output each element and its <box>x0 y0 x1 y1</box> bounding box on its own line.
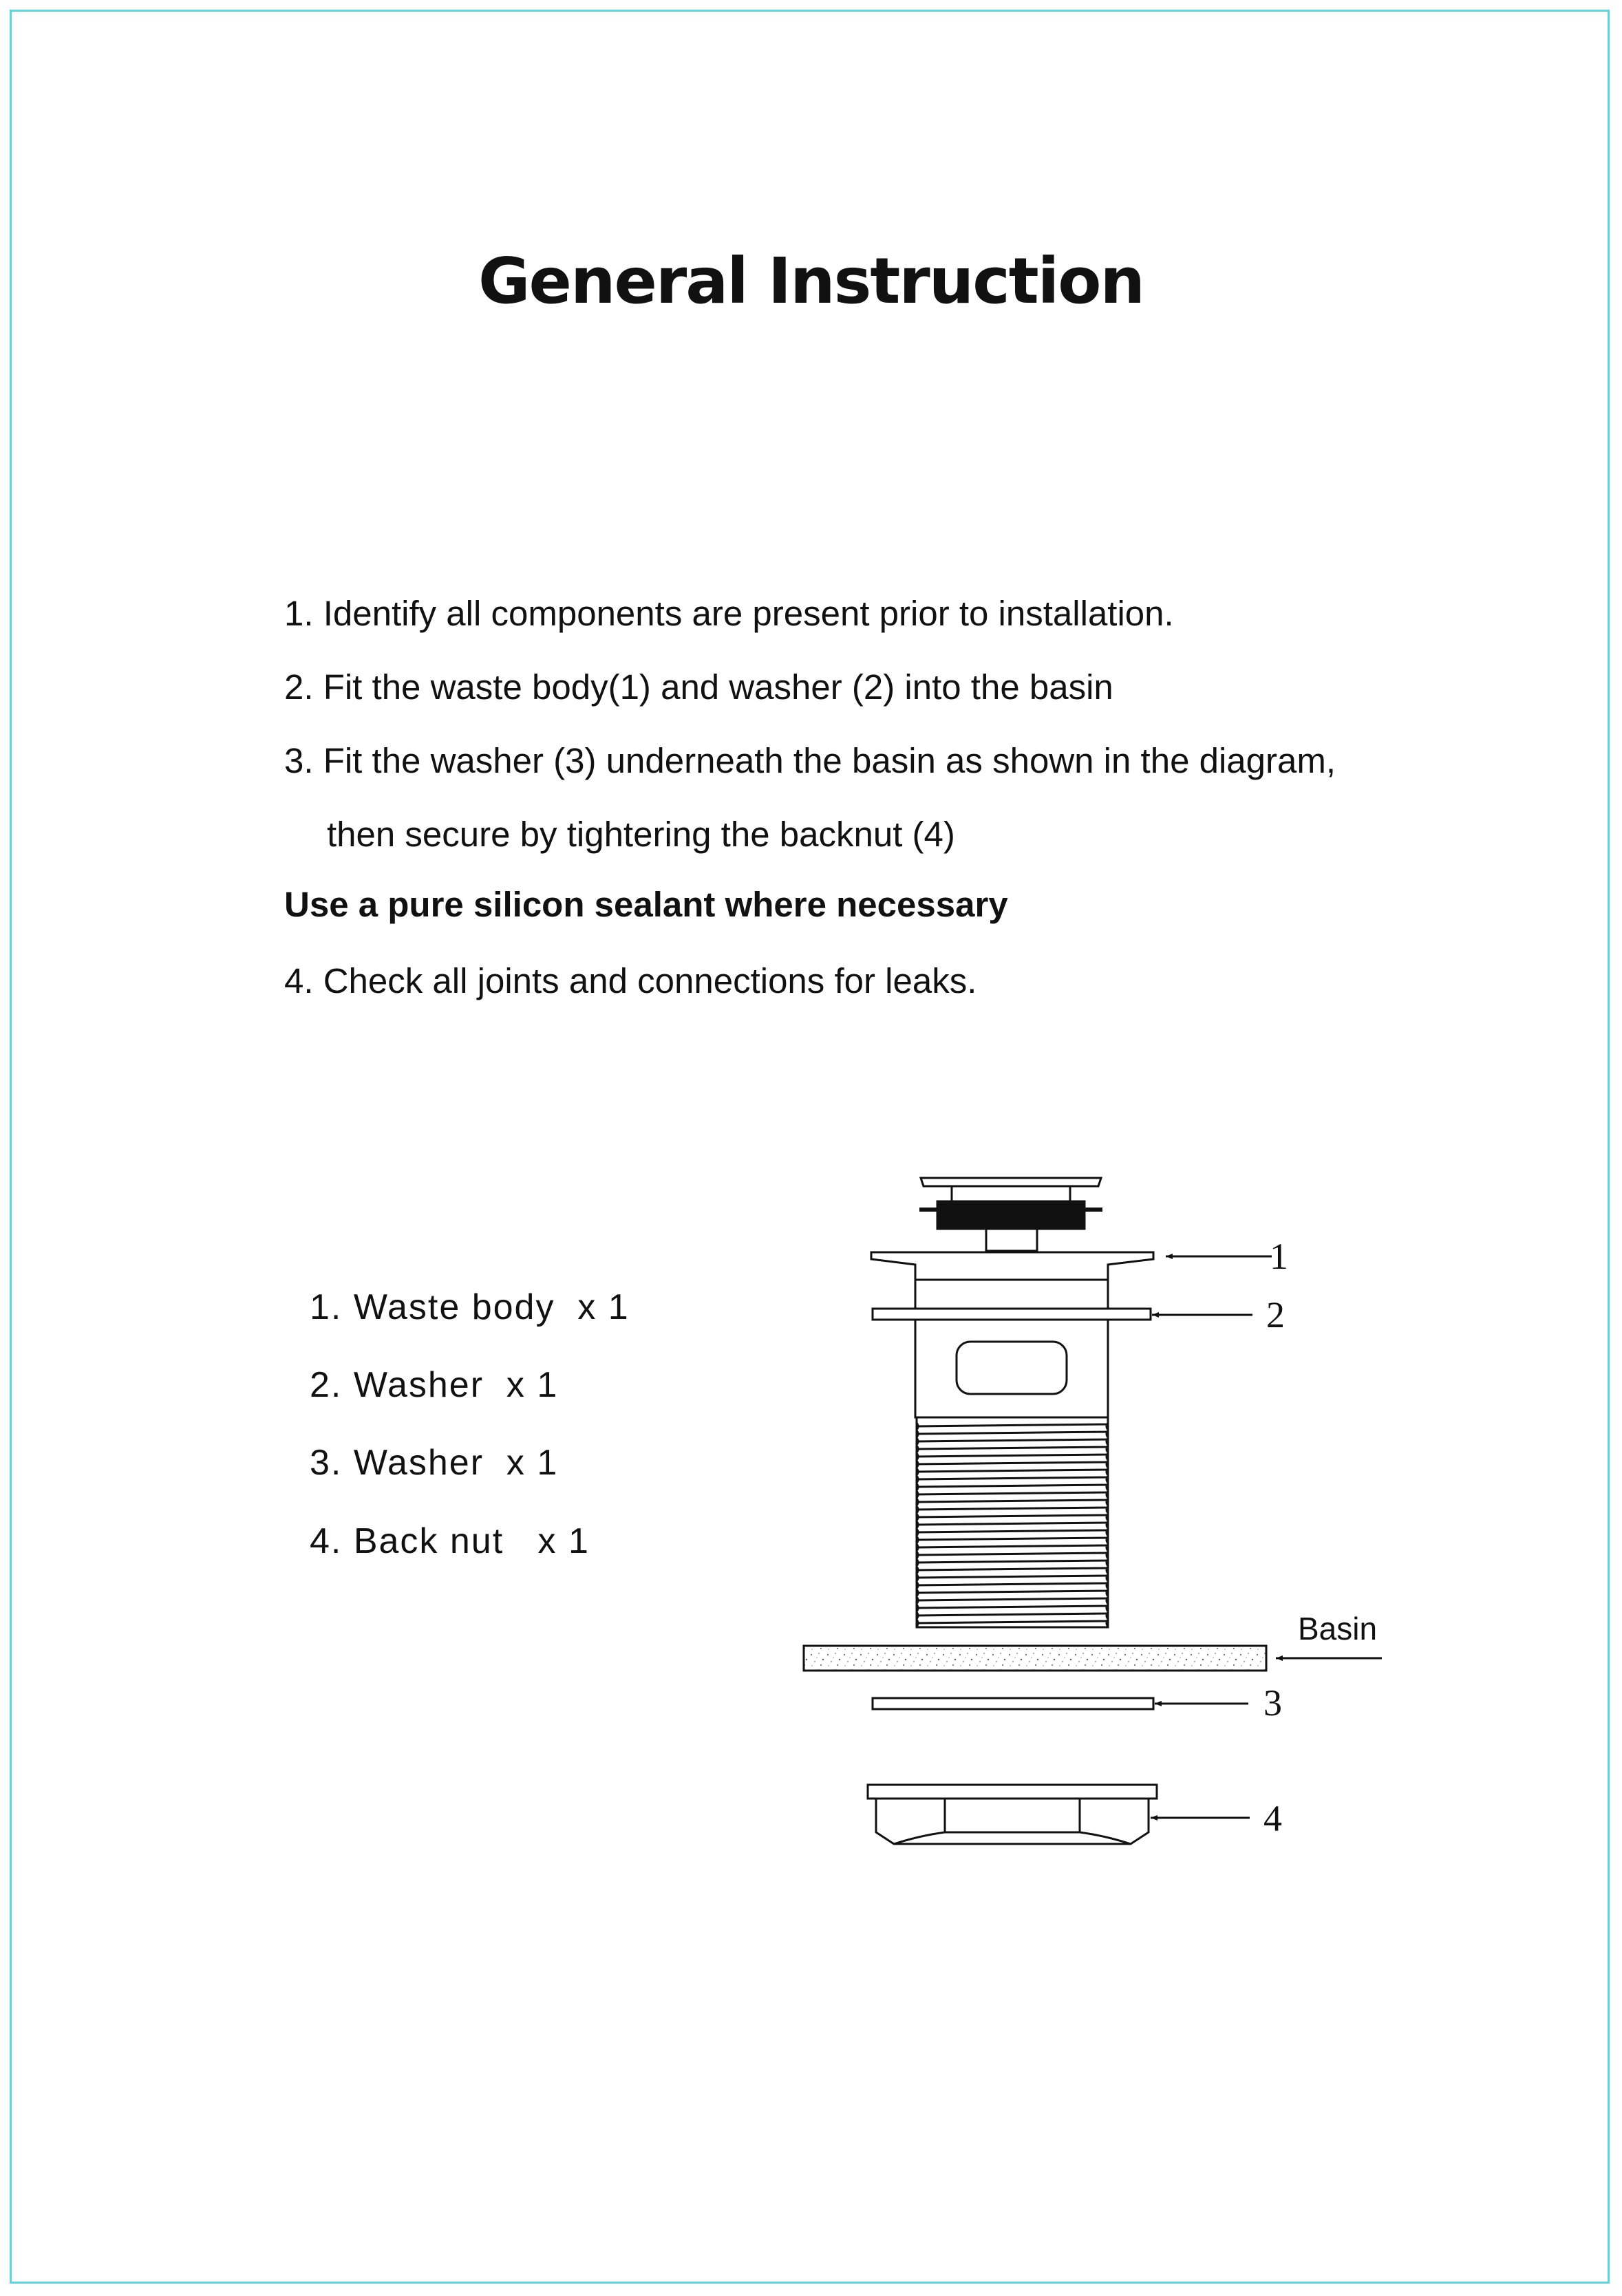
component-washer-2: 3. Washer x 1 <box>310 1443 559 1483</box>
diagram-label-1: 1 <box>1270 1236 1288 1277</box>
component-washer-1: 2. Washer x 1 <box>310 1365 559 1405</box>
diagram-label-2: 2 <box>1266 1294 1285 1335</box>
instruction-step-4: 4. Check all joints and connections for leaks. <box>284 961 977 1000</box>
instruction-step-3: 3. Fit the washer (3) underneath the basin as shown in the diagram, <box>284 741 1336 780</box>
back-nut <box>868 1785 1157 1844</box>
component-back-nut: 4. Back nut x 1 <box>310 1521 590 1561</box>
sealant-note: Use a pure silicon sealant where necessary <box>284 885 1008 924</box>
diagram-label-4: 4 <box>1263 1798 1282 1839</box>
threaded-shank <box>917 1417 1108 1627</box>
instruction-step-1: 1. Identify all components are present prior to installation. <box>284 594 1174 633</box>
washer-3 <box>873 1698 1153 1709</box>
waste-body <box>871 1252 1153 1417</box>
component-waste-body: 1. Waste body x 1 <box>310 1287 630 1327</box>
leader-arrows <box>1151 1256 1382 1818</box>
pop-up-cap <box>919 1178 1102 1251</box>
basin-label: Basin <box>1298 1611 1378 1646</box>
basin <box>804 1646 1266 1671</box>
instruction-step-3-continued: then secure by tightering the backnut (4) <box>327 815 955 854</box>
instruction-step-2: 2. Fit the waste body(1) and washer (2) into the basin <box>284 667 1113 707</box>
diagram-label-3: 3 <box>1263 1682 1282 1724</box>
page-title: General Instruction <box>478 244 1144 318</box>
